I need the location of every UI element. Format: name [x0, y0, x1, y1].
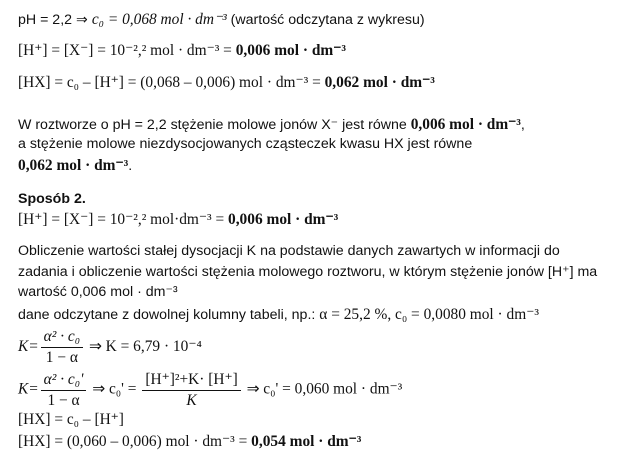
line-ph-c0 [18, 10, 425, 29]
para1-result-x: 0,006 mol · dm⁻³ [410, 116, 521, 133]
h-x-equation: [H⁺] = [X⁻] = 10⁻²,² mol · dm⁻³ = [18, 42, 236, 59]
para2-line2: zadania i obliczenie wartości stężenia molowego roztworu, w którym stężenie jonów [H⁺] ma [18, 264, 598, 280]
para2-line3: wartość 0,006 mol · dm⁻³ [18, 284, 178, 300]
hx-final-result: 0,054 mol · dm⁻³ [251, 433, 362, 450]
para1-line1 [18, 115, 525, 134]
method2-heading: Sposób 2. [18, 191, 86, 207]
para2-line1: Obliczenie wartości stałej dysocjacji K na podstawie danych zawartych w informacji do [18, 243, 560, 259]
para2-line4 [18, 305, 539, 324]
h-x-result: 0,006 mol · dm⁻³ [235, 42, 346, 59]
para2-line4-text: dane odczytane z dowolnej kolumny tabeli, np.: [18, 307, 320, 323]
line-hx-formula: [HX] = c₀ – [H⁺] [18, 411, 124, 428]
formula-c0-prime [18, 370, 402, 410]
para1-line2: a stężenie molowe niezdysocjowanych cząsteczek kwasu HX jest równe [18, 136, 473, 152]
hx-final-equation: [HX] = (0,060 – 0,006) mol · dm⁻³ = [18, 433, 252, 450]
formula2-lhs: K= [18, 380, 39, 398]
para1-period: . [128, 158, 133, 174]
para1-text-a: W roztworze o pH = 2,2 stężenie molowe jonów X⁻ jest równe [18, 117, 411, 133]
method2-eq-lhs: [H⁺] = [X⁻] = 10⁻²,² mol·dm⁻³ = [18, 211, 229, 228]
formula2-numerator: α² · c₀' [41, 371, 87, 391]
para1-comma: , [520, 117, 525, 133]
formula2-c0-numerator: [H⁺]²+K· [H⁺] [142, 370, 240, 391]
formula2-c0-denominator: K [186, 392, 197, 409]
hx-result: 0,062 mol · dm⁻³ [324, 74, 435, 91]
formula-k-result: ⇒ K = 6,79 · 10⁻⁴ [88, 338, 202, 356]
hx-equation: [HX] = c₀ – [H⁺] = (0,068 – 0,006) mol · dm⁻³ = [18, 74, 325, 91]
formula2-fraction [41, 371, 87, 410]
line-h-x-concentration [18, 41, 346, 60]
formula2-fraction-c0 [142, 370, 240, 410]
method2-eq-result: 0,006 mol · dm⁻³ [228, 211, 339, 228]
ph-text: pH = 2,2 ⇒ [18, 12, 92, 28]
formula2-mid: ⇒ c₀' = [92, 380, 137, 398]
c0-value: c₀ = 0,068 mol · dm⁻³ [91, 11, 227, 28]
formula-k-numerator: α² · c₀ [41, 328, 83, 348]
formula-k [18, 328, 202, 367]
formula-k-fraction [41, 328, 83, 367]
para2-line4-values: α = 25,2 %, c₀ = 0,0080 mol · dm⁻³ [319, 306, 539, 323]
line-hx-concentration [18, 73, 435, 92]
line-hx-final [18, 432, 361, 451]
formula2-denominator: 1 − α [47, 391, 80, 409]
para1-line3 [18, 156, 132, 175]
formula-k-denominator: 1 − α [45, 349, 78, 366]
para1-result-hx: 0,062 mol · dm⁻³ [18, 157, 129, 174]
method2-equation [18, 210, 338, 229]
formula2-result: ⇒ c₀' = 0,060 mol · dm⁻³ [246, 380, 403, 398]
formula-k-lhs: K= [18, 338, 39, 356]
chart-read-note: (wartość odczytana z wykresu) [226, 12, 425, 28]
